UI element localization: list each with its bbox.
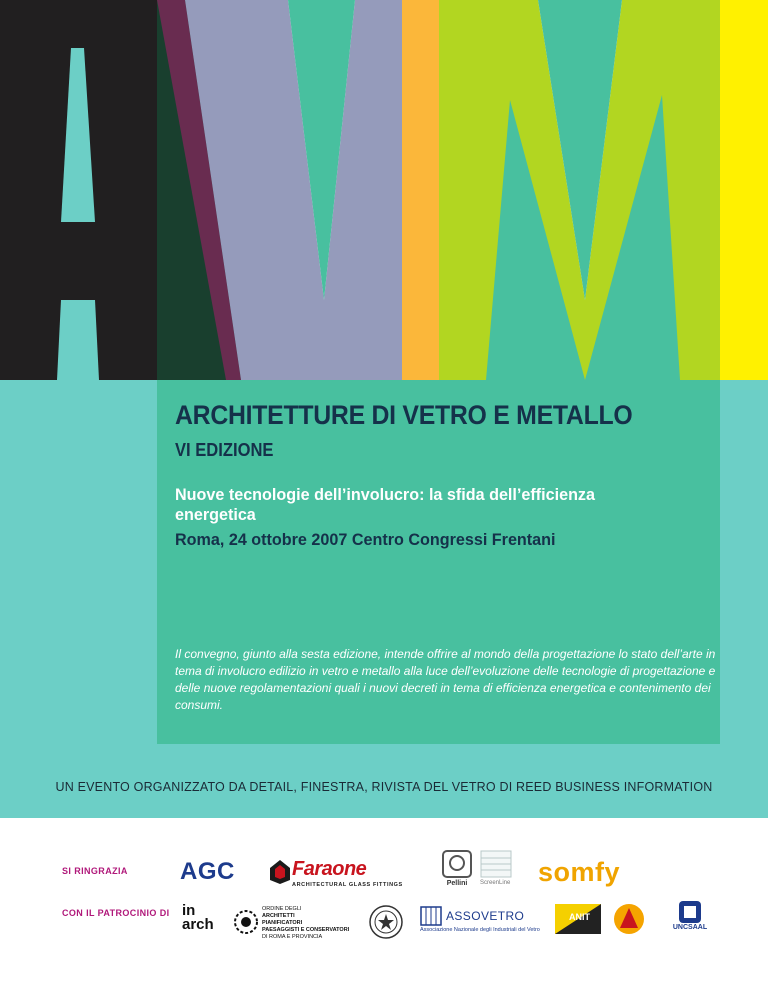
seal-logo <box>368 904 404 945</box>
aniem-emblem-icon <box>612 902 646 936</box>
pellini-logo <box>440 850 474 890</box>
avm-letters-graphic <box>0 0 768 380</box>
ordine-architetti-logo <box>234 906 354 940</box>
anit-logo <box>555 904 601 934</box>
event-description: Il convegno, giunto alla sesta edizione, intende offrire al mondo della progettazione lo stato dell’arte in tema di involucro edilizio in vetro e metallo alla luce dell’evoluzione delle tecnologie di progettazione e delle nuove regolamentazioni quali i nuovi decreti in tema di efficienza energetica e contenimento dei consumi. <box>175 647 716 712</box>
screenline-wordmark: ScreenLine <box>480 880 511 886</box>
inarch-wordmark-top: in <box>182 902 196 919</box>
pellini-wordmark: Pellini <box>446 880 468 887</box>
screenline-logo <box>480 850 514 890</box>
faraone-wordmark: Faraone <box>292 858 367 880</box>
ordine-line-4: PAESAGGISTI E CONSERVATORI <box>262 927 350 933</box>
assovetro-subtitle: Associazione Nazionale degli Industriali del Vetro <box>420 927 540 933</box>
event-subtitle: Nuove tecnologie dell’involucro: la sfida dell’efficienza energetica <box>175 485 595 524</box>
inarch-wordmark-bottom: arch <box>182 916 214 933</box>
ordine-line-1: ORDINE DEGLI <box>262 906 302 912</box>
hero-letters <box>0 0 768 380</box>
assovetro-wordmark: ASSOVETRO <box>446 909 525 923</box>
patronage-label: CON IL PATROCINIO DI <box>62 908 170 918</box>
letter-right-yellow-bar <box>720 0 768 380</box>
faraone-logo <box>270 858 410 892</box>
anit-wordmark: ANIT <box>569 912 590 922</box>
uncsaal-emblem-icon <box>678 900 702 924</box>
faraone-emblem-icon <box>270 860 290 884</box>
ordine-text <box>262 906 349 941</box>
event-dateline: Roma, 24 ottobre 2007 Centro Congressi Frentani <box>175 530 556 549</box>
assovetro-logo <box>420 906 540 940</box>
organizer-line: UN EVENTO ORGANIZZATO DA DETAIL, FINESTRA, RIVISTA DEL VETRO DI REED BUSINESS INFORMATION <box>55 780 713 794</box>
event-title: ARCHITETTURE DI VETRO E METALLO <box>175 400 633 430</box>
pellini-emblem-icon <box>442 850 472 878</box>
letter-m-left-stripe <box>402 0 439 380</box>
somfy-logo: somfy <box>538 857 621 887</box>
ordine-line-2: ARCHITETTI <box>262 913 295 919</box>
event-edition: VI EDIZIONE <box>175 440 274 460</box>
letter-a-leg-gap <box>57 300 99 380</box>
assovetro-emblem-icon <box>420 906 442 926</box>
ordine-line-5: DI ROMA E PROVINCIA <box>262 934 323 940</box>
seal-emblem-icon <box>368 904 404 940</box>
agc-logo: AGC <box>180 858 235 885</box>
thanks-label: SI RINGRAZIA <box>62 866 128 876</box>
ordine-emblem-icon <box>234 908 258 936</box>
screenline-blinds-icon <box>480 850 512 878</box>
uncsaal-wordmark: UNCSAAL <box>672 924 708 931</box>
faraone-tagline: ARCHITECTURAL GLASS FITTINGS <box>292 882 403 888</box>
ordine-line-3: PIANIFICATORI <box>262 920 303 926</box>
inarch-logo <box>182 904 214 944</box>
uncsaal-logo <box>668 900 712 934</box>
aniem-logo <box>612 902 646 941</box>
